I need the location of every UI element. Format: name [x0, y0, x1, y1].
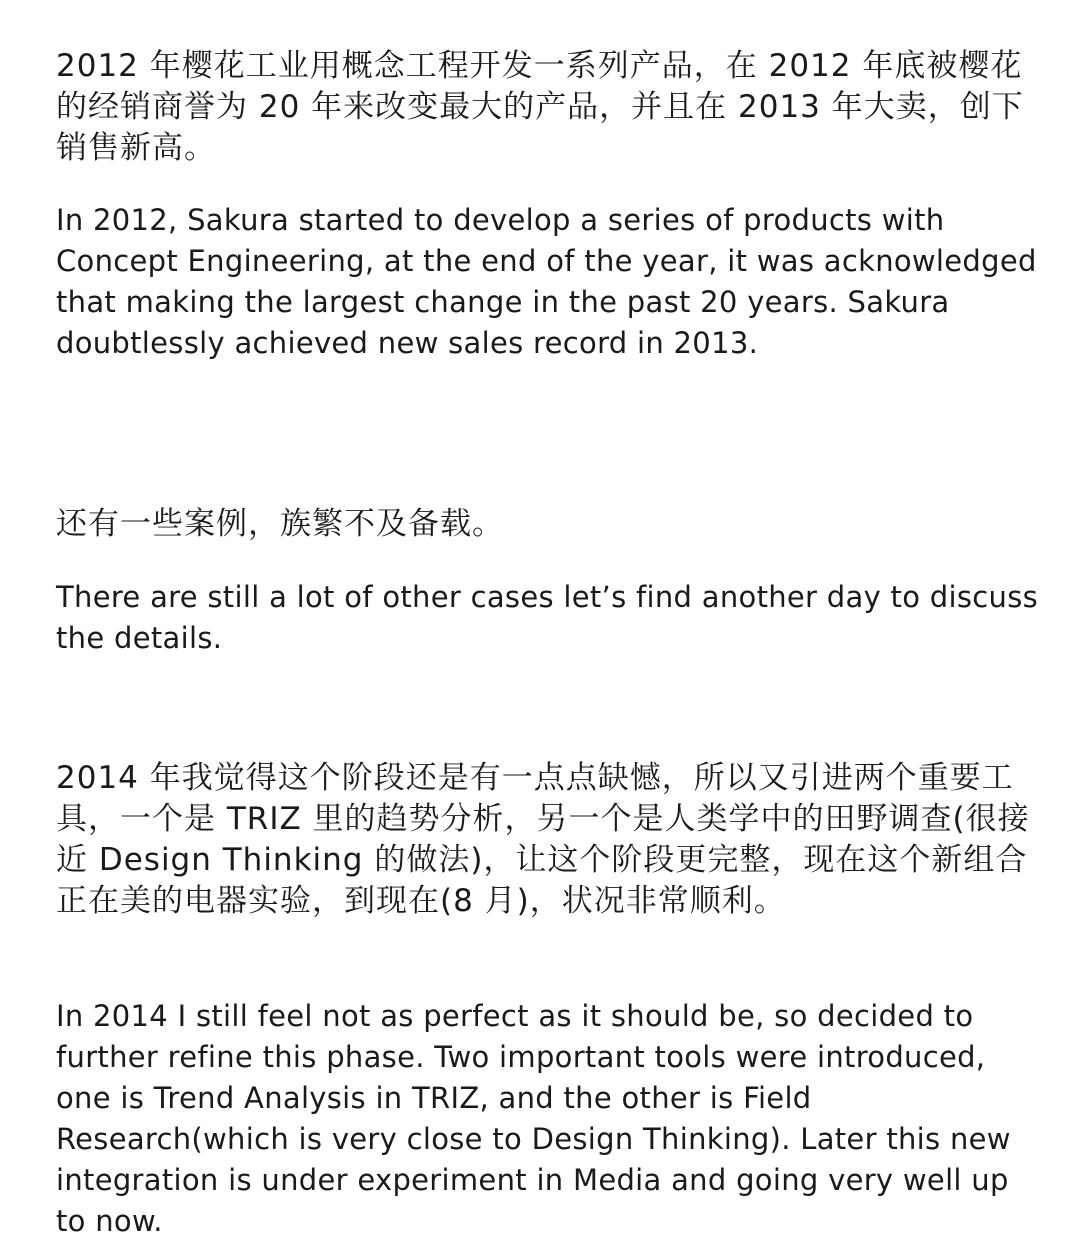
- paragraph-zh-2014-refinement: 2014 年我觉得这个阶段还是有一点点缺憾，所以又引进两个重要工具，一个是 TRIZ 里的趋势分析，另一个是人类学中的田野调查(很接近 Design Thinking 的做法)，让这个阶段更完整，现在这个新组合正在美的电器实验，到现在(8 月)，状况非常顺利。: [56, 760, 1030, 919]
- paragraph-en-other-cases: There are still a lot of other cases let’s find another day to discuss the details.: [56, 580, 1039, 655]
- paragraph-zh-sakura-2012: 2012 年樱花工业用概念工程开发一系列产品，在 2012 年底被樱花的经销商誉为 20 年来改变最大的产品，并且在 2013 年大卖，创下销售新高。: [56, 48, 1024, 166]
- paragraph-zh-other-cases: 还有一些案例，族繁不及备载。: [56, 506, 504, 542]
- paragraph-en-sakura-2012: In 2012, Sakura started to develop a series of products with Concept Engineering, at the end of the year, it was acknowledged that making the largest change in the past 20 years. Sakura doubtlessly achieved new sales record in 2013.: [56, 203, 1037, 360]
- paragraph-en-2014-refinement: In 2014 I still feel not as perfect as it should be, so decided to further refine this phase. Two important tools were introduced, one is Trend Analysis in TRIZ, and the other is Field Research(which is very close to Design Thinking). Later this new integration is under experiment in Media and going very well up to now.: [56, 999, 1011, 1238]
